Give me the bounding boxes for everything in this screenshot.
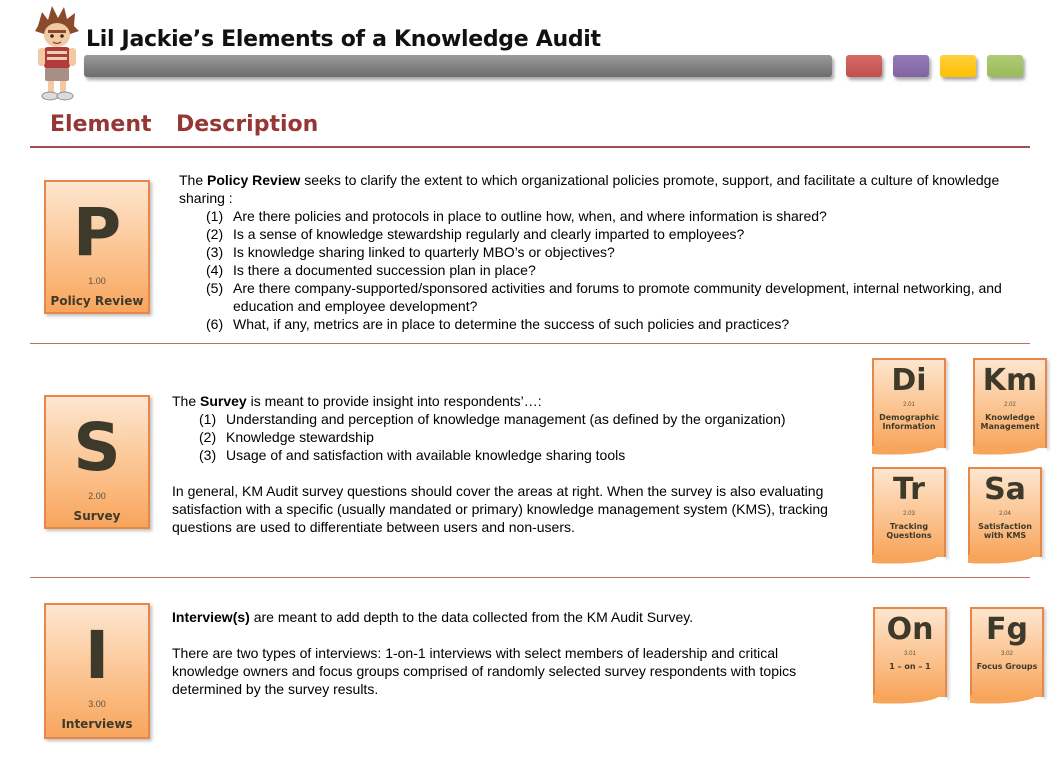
column-header-element: Element <box>50 112 152 137</box>
list-item: (2) Is a sense of knowledge stewardship regularly and clearly imparted to employees? <box>206 226 745 242</box>
list-item: (1) Are there policies and protocols in place to outline how, when, and where information is shared? <box>206 208 827 224</box>
survey-description <box>172 392 842 536</box>
tile-number: 3.01 <box>904 651 916 657</box>
tile-symbol: Km <box>982 363 1038 398</box>
tile-interviews <box>44 603 150 739</box>
policy-questions <box>206 207 1019 333</box>
subtile-demographic <box>872 358 946 448</box>
swatch-red <box>846 55 882 77</box>
subtile-satisfaction <box>968 467 1042 557</box>
tile-number: 3.02 <box>1001 651 1013 657</box>
list-item: (2) Knowledge stewardship <box>199 429 374 445</box>
swatch-purple <box>893 55 929 77</box>
tile-name: Survey <box>73 509 121 523</box>
section-divider <box>30 343 1030 344</box>
section-divider <box>30 577 1030 578</box>
list-item: (5) Are there company-supported/sponsored activities and forums to promote community development, internal networking, and education and employee development? <box>206 280 1002 314</box>
tile-name: Interviews <box>61 717 133 731</box>
avatar <box>32 4 82 102</box>
swatch-yellow <box>940 55 976 77</box>
subtile-tracking <box>872 467 946 557</box>
subtile-knowledge-management <box>973 358 1047 448</box>
list-item: (3) Is knowledge sharing linked to quarterly MBO’s or objectives? <box>206 244 615 260</box>
survey-areas <box>199 410 842 464</box>
survey-paragraph: In general, KM Audit survey questions should cover the areas at right. When the survey is also evaluating satisfaction with a specific (usually mandated or primary) knowledge management system (KMS), tracking questions are used to differentiate between users and non-users. <box>172 483 828 535</box>
list-item: (6) What, if any, metrics are in place to determine the success of such policies and practices? <box>206 316 790 332</box>
policy-intro: The Policy Review seeks to clarify the extent to which organizational policies promote, support, and facilitate a culture of knowledge sharing : <box>179 172 1000 206</box>
interviews-paragraph: There are two types of interviews: 1-on-1 interviews with select members of leadership and critical knowledge owners and focus groups comprised of randomly selected survey respondents with topics determined by the survey results. <box>172 645 797 697</box>
tile-number: 3.00 <box>88 699 106 709</box>
tile-number: 2.01 <box>903 402 915 408</box>
swatch-green <box>987 55 1023 77</box>
tile-name: Policy Review <box>50 294 144 308</box>
tile-symbol: I <box>84 617 110 694</box>
tile-name: Knowledge Management <box>980 413 1040 432</box>
subtile-focus-groups <box>970 607 1044 697</box>
tile-name: Focus Groups <box>976 662 1038 671</box>
title-bar <box>84 55 832 77</box>
tile-symbol: On <box>886 612 934 647</box>
tile-name: Tracking Questions <box>886 522 932 541</box>
tile-symbol: Tr <box>893 472 925 507</box>
tile-symbol: Sa <box>984 472 1026 507</box>
tile-name: Satisfaction with KMS <box>978 522 1032 541</box>
list-item: (4) Is there a documented succession plan in place? <box>206 262 536 278</box>
tile-number: 2.00 <box>88 491 106 501</box>
interviews-description <box>172 608 842 698</box>
tile-number: 2.04 <box>999 511 1011 517</box>
list-item: (1) Understanding and perception of knowledge management (as defined by the organization) <box>199 411 786 427</box>
tile-number: 2.02 <box>1004 402 1016 408</box>
list-item: (3) Usage of and satisfaction with available knowledge sharing tools <box>199 447 626 463</box>
tile-symbol: P <box>72 194 122 271</box>
column-header-description: Description <box>176 112 319 137</box>
tile-policy-review <box>44 180 150 314</box>
policy-description <box>179 171 1019 333</box>
subtile-one-on-one <box>873 607 947 697</box>
survey-intro: The Survey is meant to provide insight into respondents’…: <box>172 393 542 409</box>
tile-name: 1 – on – 1 <box>889 662 931 671</box>
header-divider <box>30 146 1030 148</box>
page-title: Lil Jackie’s Elements of a Knowledge Audit <box>86 27 601 52</box>
tile-symbol: Fg <box>986 612 1028 647</box>
tile-number: 1.00 <box>88 276 106 286</box>
tile-symbol: S <box>73 409 121 486</box>
tile-symbol: Di <box>891 363 927 398</box>
tile-survey <box>44 395 150 529</box>
tile-name: Demographic Information <box>879 413 939 432</box>
tile-number: 2.03 <box>903 511 915 517</box>
interviews-intro: Interview(s) are meant to add depth to the data collected from the KM Audit Survey. <box>172 609 694 625</box>
